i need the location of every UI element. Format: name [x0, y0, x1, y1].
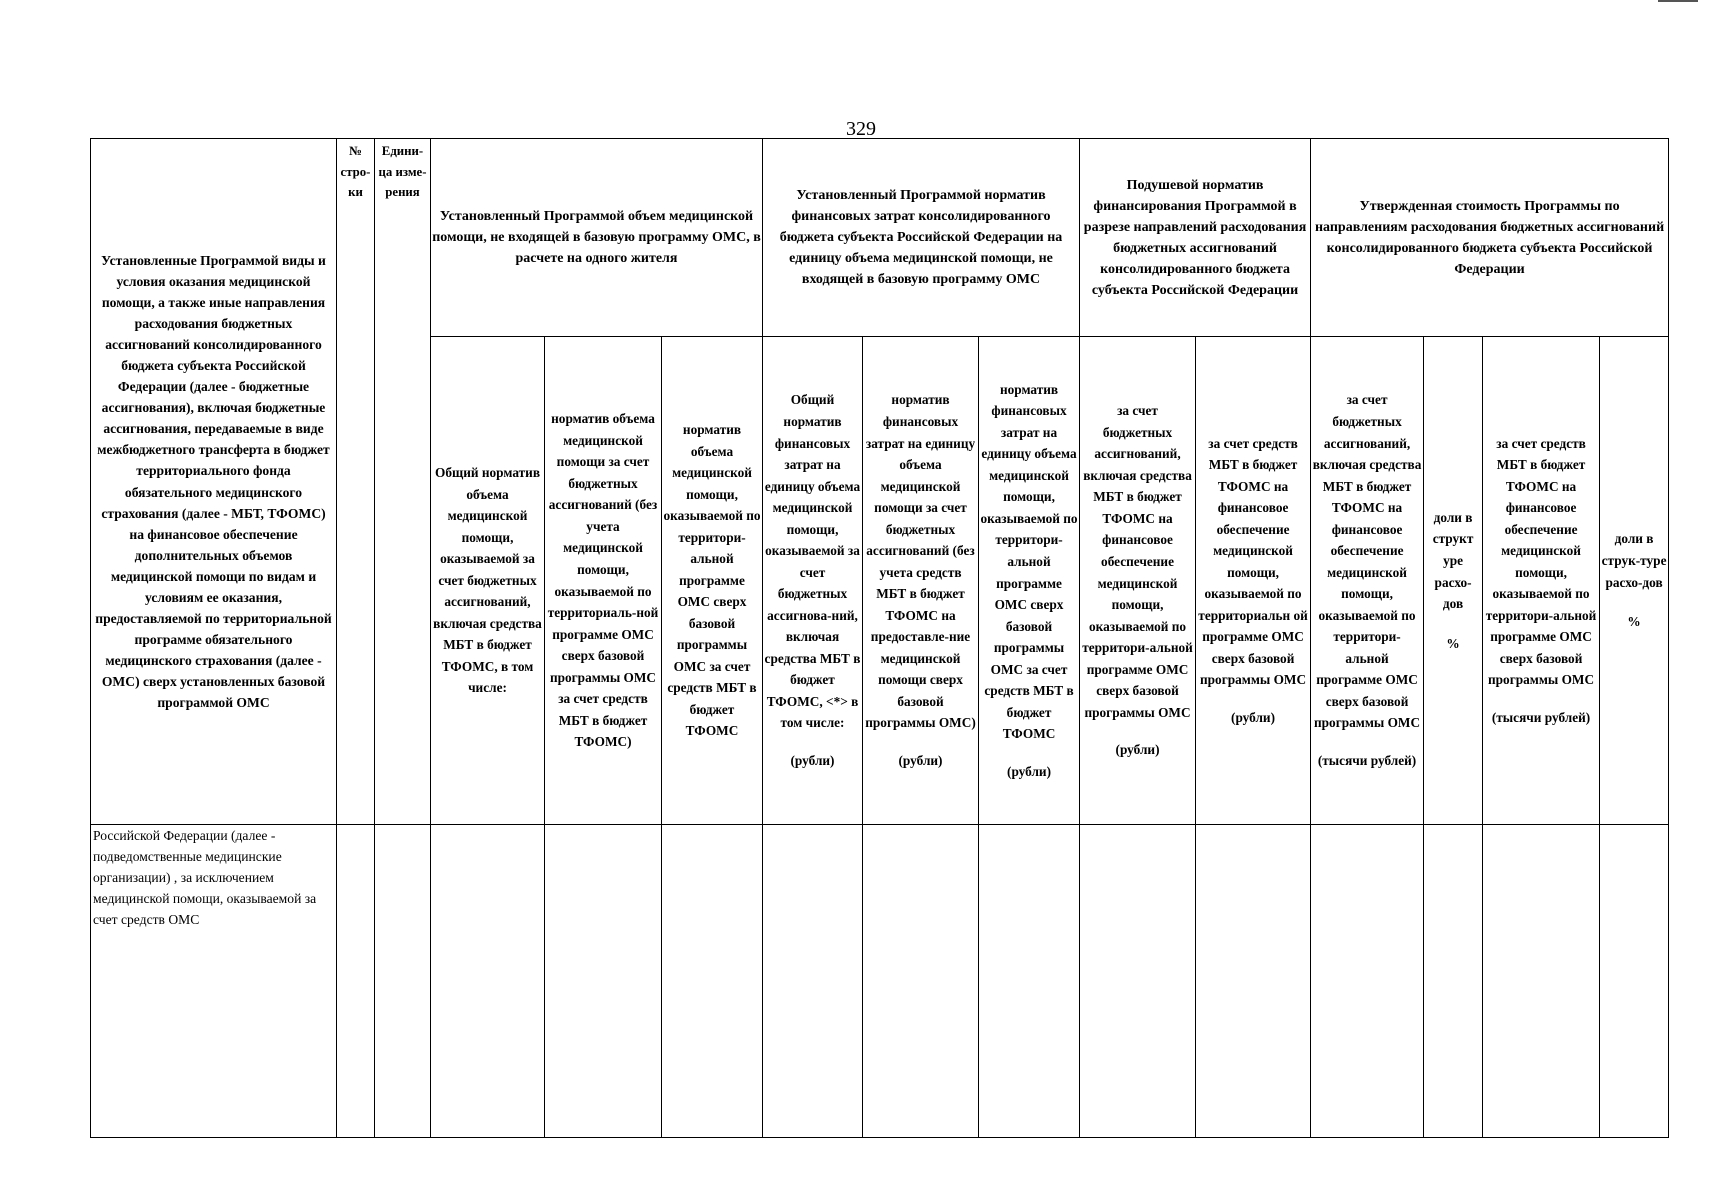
data-cell — [1080, 825, 1196, 1138]
sub-header-approved-mbt: за счет средств МБТ в бюджет ТФОМС на финансовое обеспечение медицинской помощи, оказываемой по территори-альной программе ОМС сверх базовой программы ОМС (тысячи рублей) — [1483, 337, 1600, 825]
sub-header-approved-budget: за счет бюджетных ассигнований, включая средства МБТ в бюджет ТФОМС на финансовое обеспечение медицинской помощи, оказываемой по территори-альной программе ОМС сверх базовой программы ОМС (тысячи рублей) — [1311, 337, 1424, 825]
sub-header-share-mbt: доли в струк-туре расхо-дов % — [1600, 337, 1669, 825]
sub-header-volume-mbt: норматив объема медицинской помощи, оказываемой по территори-альной программе ОМС сверх базовой программы ОМС за счет средств МБТ в бюджет ТФОМС — [662, 337, 763, 825]
program-cost-table — [90, 138, 1669, 1138]
data-cell — [1311, 825, 1424, 1138]
unit-label: (тысячи рублей) — [1491, 709, 1591, 725]
top-edge-mark — [1658, 0, 1698, 2]
sub-header-per-capita-budget: за счет бюджетных ассигнований, включая средства МБТ в бюджет ТФОМС на финансовое обеспечение медицинской помощи, оказываемой по территори-альной программе ОМС сверх базовой программы ОМС (рубли) — [1080, 337, 1196, 825]
percent-label: % — [1627, 614, 1641, 630]
unit-label: (тысячи рублей) — [1317, 752, 1417, 768]
sub-header-total-volume: Общий норматив объема медицинской помощи, оказываемой за счет бюджетных ассигнований, включая средства МБТ в бюджет ТФОМС, в том числе: — [431, 337, 545, 825]
unit-label: (рубли) — [898, 752, 943, 768]
col-header-program-types: Установленные Программой виды и условия оказания медицинской помощи, а также иные направления расходования бюджетных ассигнований консолидированного бюджета субъекта Российской Федерации (далее - бюджетные ассигнования), включая бюджетные ассигнования, передаваемые в виде межбюджетного трансферта в бюджет территориального фонда обязательного медицинского страхования (далее - МБТ, ТФОМС) на финансовое обеспечение дополнительных объемов медицинской помощи по видам и условиям ее оказания, предоставляемой по территориальной программе обязательного медицинского страхования (далее - ОМС) сверх установленных базовой программой ОМС — [91, 139, 337, 825]
unit-label: (рубли) — [1007, 763, 1052, 779]
data-cell — [1424, 825, 1483, 1138]
data-cell — [1196, 825, 1311, 1138]
percent-label: % — [1446, 635, 1460, 651]
header-row-groups — [91, 139, 1669, 337]
data-cell — [337, 825, 375, 1138]
data-cell — [979, 825, 1080, 1138]
unit-label: (рубли) — [1231, 709, 1276, 725]
group-header-per-capita: Подушевой норматив финансирования Программой в разрезе направлений расходования бюджетных ассигнований консолидированного бюджета субъекта Российской Федерации — [1080, 139, 1311, 337]
data-cell — [1483, 825, 1600, 1138]
sub-header-volume-budget: норматив объема медицинской помощи за счет бюджетных ассигнований (без учета медицинской помощи, оказываемой по территориаль-ной программе ОМС сверх базовой программы ОМС за счет средств МБТ в бюджет ТФОМС) — [545, 337, 662, 825]
data-cell — [863, 825, 979, 1138]
data-cell — [763, 825, 863, 1138]
data-cell — [1600, 825, 1669, 1138]
data-cell — [431, 825, 545, 1138]
group-header-unit-cost: Установленный Программой норматив финансовых затрат консолидированного бюджета субъекта Российской Федерации на единицу объема медицинской помощи, не входящей в базовую программу ОМС — [763, 139, 1080, 337]
data-cell — [545, 825, 662, 1138]
col-header-unit: Едини-ца изме-рения — [375, 139, 431, 825]
data-cell-description: Российской Федерации (далее - подведомственные медицинские организации) , за исключением медицинской помощи, оказываемой за счет средств ОМС — [91, 825, 337, 1138]
data-cell — [662, 825, 763, 1138]
sub-header-cost-budget: норматив финансовых затрат на единицу объема медицинской помощи за счет бюджетных ассигнований (без учета средств МБТ в бюджет ТФОМС на предоставле-ние медицинской помощи сверх базовой программы ОМС) (рубли) — [863, 337, 979, 825]
sub-header-cost-mbt: норматив финансовых затрат на единицу объема медицинской помощи, оказываемой по территори-альной программе ОМС сверх базовой программы ОМС за счет средств МБТ в бюджет ТФОМС (рубли) — [979, 337, 1080, 825]
col-header-row-number: № стро-ки — [337, 139, 375, 825]
group-header-approved-cost: Утвержденная стоимость Программы по направлениям расходования бюджетных ассигнований консолидированного бюджета субъекта Российской Федерации — [1311, 139, 1669, 337]
data-cell — [375, 825, 431, 1138]
unit-label: (рубли) — [790, 752, 835, 768]
unit-label: (рубли) — [1115, 742, 1160, 758]
group-header-volume: Установленный Программой объем медицинской помощи, не входящей в базовую программу ОМС, в расчете на одного жителя — [431, 139, 763, 337]
page-number: 329 — [846, 118, 876, 140]
sub-header-share-budget: доли в структ уре расхо-дов % — [1424, 337, 1483, 825]
sub-header-per-capita-mbt: за счет средств МБТ в бюджет ТФОМС на финансовое обеспечение медицинской помощи, оказываемой по территориальн ой программе ОМС сверх базовой программы ОМС (рубли) — [1196, 337, 1311, 825]
table-row — [91, 825, 1669, 1138]
sub-header-total-cost: Общий норматив финансовых затрат на единицу объема медицинской помощи, оказываемой за счет бюджетных ассигнова-ний, включая средства МБТ в бюджет ТФОМС, <*> в том числе: (рубли) — [763, 337, 863, 825]
